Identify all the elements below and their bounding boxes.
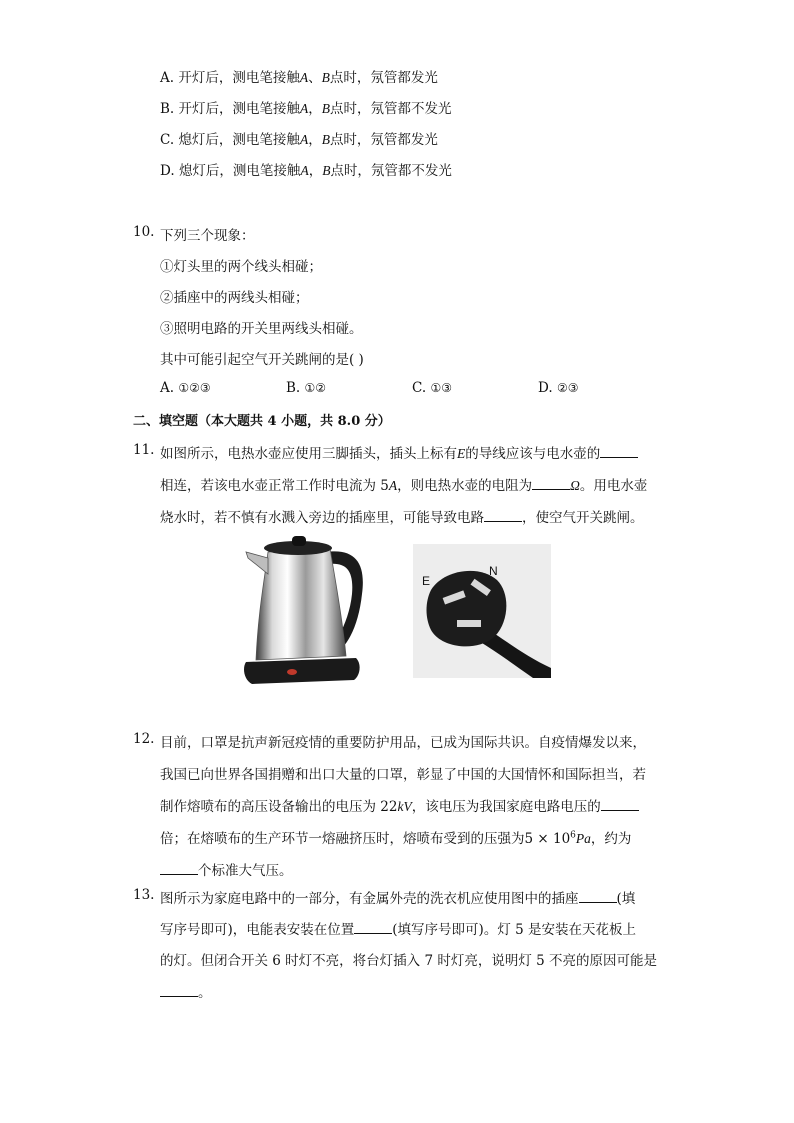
answer-blank[interactable] [600, 445, 638, 458]
q11-line-1: 如图所示，电热水壶应使用三脚插头，插头上标有E的导线应该与电水壶的 [160, 442, 638, 462]
q13-line-4: 。 [160, 981, 212, 1001]
q12-line-1: 目前，口罩是抗声新冠疫情的重要防护用品，已成为国际共识。自疫情爆发以来， [160, 735, 646, 751]
q10-item-2: ②插座中的两线头相碰； [160, 290, 309, 306]
q9-option-b: B. 开灯后，测电笔接触A，B点时，氖管都不发光 [160, 101, 452, 117]
q10-ask: 其中可能引起空气开关跳闸的是( ) [160, 352, 364, 368]
answer-blank[interactable] [160, 862, 198, 875]
q12-line-4: 倍；在熔喷布的生产环节一熔融挤压时，熔喷布受到的压强为$5 \times 10^6Pa$，约为 [160, 830, 632, 847]
q12-line-5: 个标准大气压。 [160, 859, 293, 879]
q12-line-2: 我国已向世界各国捐赠和出口大量的口罩，彰显了中国的大国情怀和国际担当，若 [160, 767, 646, 783]
q13-line-2: 写序号即可)，电能表安装在位置 (填写序号即可)。灯 5 是安装在天花板上 [160, 922, 636, 938]
q11-line-2: 相连，若该电水壶正常工作时电流为 5A，则电热水壶的电阻为 Ω。用电水壶 [160, 478, 648, 494]
plug-label-n: N [489, 564, 498, 578]
q10-item-3: ③照明电路的开关里两线头相碰。 [160, 321, 363, 337]
q10-stem: 下列三个现象： [160, 228, 255, 244]
answer-blank[interactable] [601, 798, 639, 811]
answer-blank[interactable] [160, 984, 198, 997]
q9-option-a: A. 开灯后，测电笔接触A、B点时，氖管都发光 [160, 70, 438, 86]
q13-number: 13. [133, 887, 155, 903]
q10-option-a: A. ①②③ [160, 380, 211, 396]
q11-line-3: 烧水时，若不慎有水溅入旁边的插座里，可能导致电路 ，使空气开关跳闸。 [160, 510, 644, 526]
answer-blank[interactable] [484, 509, 522, 522]
answer-blank[interactable] [532, 477, 570, 490]
q11-number: 11. [133, 442, 155, 458]
plug-image [413, 544, 551, 678]
q9-option-c: C. 熄灯后，测电笔接触A，B点时，氖管都发光 [160, 132, 438, 148]
section-heading: 二、填空题（本大题共 4 小题，共 8.0 分） [133, 414, 391, 429]
q10-item-1: ①灯头里的两个线头相碰； [160, 259, 322, 275]
q12-number: 12. [133, 731, 155, 747]
q10-option-c: C. ①③ [412, 380, 452, 396]
q13-line-3: 的灯。但闭合开关 6 时灯不亮，将台灯插入 7 时灯亮，说明灯 5 不亮的原因可能是 [160, 953, 658, 969]
q9-option-d: D. 熄灯后，测电笔接触A，B点时，氖管都不发光 [160, 163, 452, 179]
q12-line-3: 制作熔喷布的高压设备输出的电压为 22kV，该电压为我国家庭电路电压的 [160, 795, 639, 815]
answer-blank[interactable] [354, 921, 392, 934]
plug-label-e: E [422, 574, 431, 588]
answer-blank[interactable] [579, 890, 617, 903]
q10-option-d: D. ②③ [538, 380, 579, 396]
kettle-image [238, 534, 370, 688]
q10-number: 10. [133, 224, 155, 240]
q13-line-1: 图所示为家庭电路中的一部分，有金属外壳的洗衣机应使用图中的插座 (填 [160, 891, 636, 907]
q10-option-b: B. ①② [286, 380, 327, 396]
